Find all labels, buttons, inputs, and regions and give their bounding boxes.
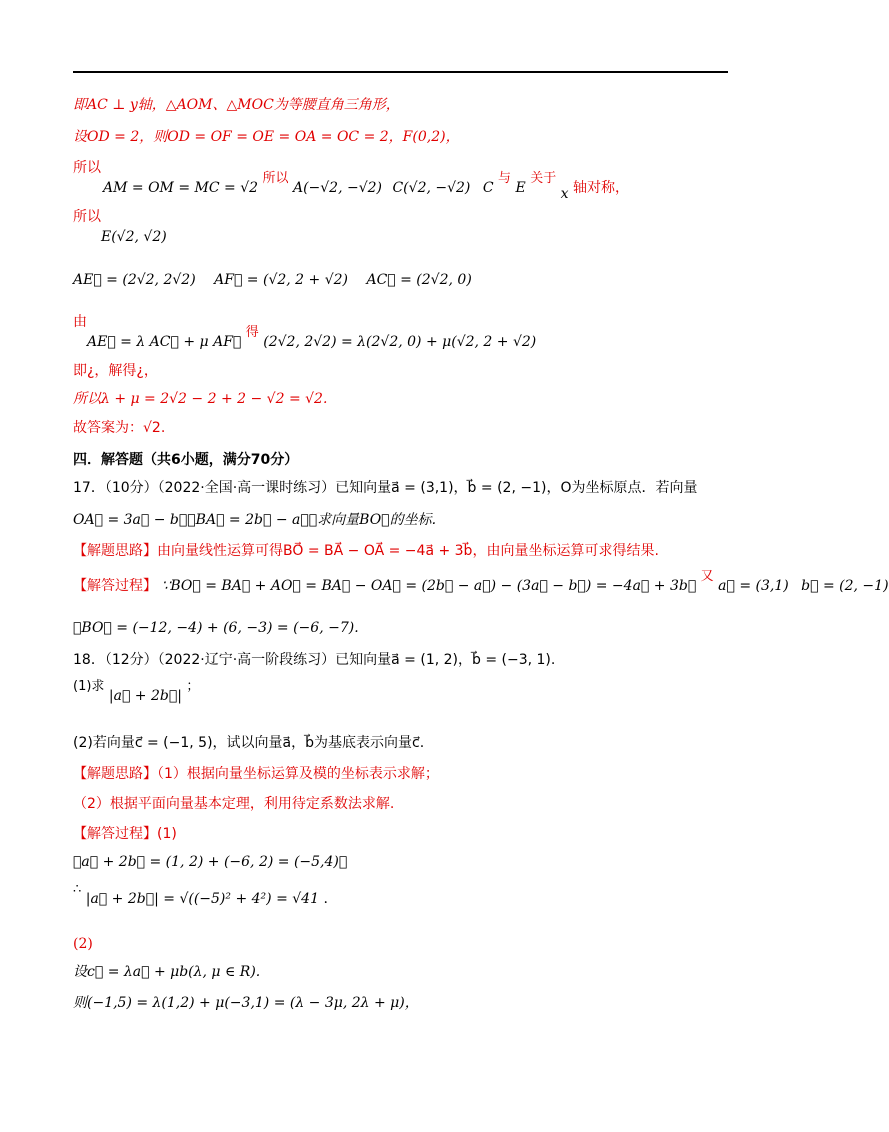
- solution-line-2: [73, 127, 460, 147]
- question-18-hint-2: [73, 794, 394, 814]
- text-span: 18．（12分）（2022·辽宁·高一阶段练习）已知向量a⃗ = (1, 2)，b⃗ = (−3, 1).: [73, 652, 556, 668]
- question-18-step-2: [73, 882, 328, 910]
- text-span: ；: [186, 679, 200, 694]
- solution-line-8: [73, 389, 327, 409]
- math-span: C(√2, −√2): [392, 180, 471, 196]
- question-17-line-2: [73, 510, 436, 530]
- text-span: 轴对称，: [573, 180, 630, 196]
- question-18-hint-1: [73, 764, 439, 784]
- text-span: (2)若向量c⃗ = (−1, 5)，试以向量a⃗，b⃗为基底表示向量c⃗.: [73, 735, 425, 751]
- question-17-hint: [73, 541, 659, 561]
- text-span: (2): [73, 936, 93, 952]
- label-span: 【解答过程】(1): [73, 826, 177, 842]
- solution-line-3: [73, 158, 630, 202]
- question-18-step-4: [73, 993, 419, 1013]
- label-span: 【解答过程】: [73, 578, 157, 594]
- math-span: |a⃗ + 2b⃗| = √((−5)² + 4²) = √41: [85, 891, 319, 907]
- solution-line-6: [73, 312, 536, 353]
- math-span: E: [515, 180, 526, 196]
- math-span: AE⃗ = (2√2, 2√2): [73, 272, 196, 288]
- question-17-process: [73, 569, 889, 597]
- math-span: AF⃗ = (√2, 2 + √2): [214, 272, 348, 288]
- math-span: (2√2, 2√2) = λ(2√2, 0) + μ(√2, 2 + √2): [263, 334, 537, 350]
- section-title: 四．解答题（共6小题，满分70分）: [73, 452, 299, 468]
- text-span: 【解题思路】由向量线性运算可得BO⃗ = BA⃗ − OA⃗ = −4a⃗ + 3b⃗，由向量坐标运算可求得结果.: [73, 543, 659, 559]
- solution-line-1: [73, 95, 400, 115]
- text-span: 又: [700, 569, 714, 584]
- text-span: ∴: [73, 882, 82, 897]
- text-span: 设OD = 2，则OD = OF = OE = OA = OC = 2，F(0,2)，: [73, 129, 460, 145]
- question-18-part-2-label: [73, 934, 93, 954]
- question-18-part-1: [73, 679, 200, 707]
- math-span: E(√2, √2): [101, 229, 167, 245]
- text-span: (1)求: [73, 679, 105, 694]
- math-span: b⃗ = (2, −1): [801, 578, 889, 594]
- math-span: a⃗ = (3,1): [718, 578, 789, 594]
- text-span: 即AC ⊥ y轴，△AOM、△MOC为等腰直角三角形，: [73, 97, 400, 113]
- text-span: 所以: [73, 160, 101, 176]
- question-18-step-1: [73, 852, 347, 872]
- question-17-line-1: [73, 478, 697, 498]
- text-span: 17．（10分）（2022·全国·高一课时练习）已知向量a⃗ = (3,1)，b⃗ = (2, −1)，O为坐标原点．若向量: [73, 480, 698, 496]
- solution-line-4: [73, 207, 167, 247]
- text-span: 由: [73, 314, 87, 330]
- solution-line-9: [73, 418, 165, 438]
- header-rule: [73, 71, 728, 73]
- text-span: 得: [245, 325, 259, 340]
- math-span: ∵BO⃗ = BA⃗ + AO⃗ = BA⃗ − OA⃗ = (2b⃗ − a⃗) − (3a⃗ − b⃗) = −4a⃗ + 3b⃗: [161, 578, 697, 594]
- math-span: AM = OM = MC = √2: [103, 180, 259, 196]
- text-span: 故答案为：√2.: [73, 420, 166, 436]
- question-17-conclusion: [73, 618, 359, 638]
- section-heading: [73, 450, 298, 470]
- math-span: |a⃗ + 2b⃗|: [108, 688, 182, 704]
- text-span: 与: [498, 171, 512, 186]
- text-span: 即¿，解得¿，: [73, 363, 158, 379]
- math-span: x: [560, 186, 569, 202]
- solution-line-7: [73, 361, 158, 381]
- question-18-line-1: [73, 650, 555, 670]
- math-span: 设c⃗ = λa⃗ + μb(λ, μ ∈ R).: [73, 964, 261, 980]
- text-span: OA⃗ = 3a⃗ − b⃗，BA⃗ = 2b⃗ − a⃗，求向量BO⃗的坐标.: [73, 512, 437, 528]
- text-span: .: [323, 891, 328, 907]
- math-span: 则(−1,5) = λ(1,2) + μ(−3,1) = (λ − 3μ, 2λ + μ)，: [73, 995, 419, 1011]
- text-span: 关于: [530, 171, 557, 186]
- question-18-part-2: [73, 733, 424, 753]
- question-18-process-label: [73, 824, 177, 844]
- math-span: ∵a⃗ + 2b⃗ = (1, 2) + (−6, 2) = (−5,4)，: [73, 854, 348, 870]
- math-span: A(−√2, −√2): [292, 180, 383, 196]
- question-18-step-3: [73, 962, 260, 982]
- text-span: （2）根据平面向量基本定理，利用待定系数法求解.: [73, 796, 395, 812]
- math-span: ∴BO⃗ = (−12, −4) + (6, −3) = (−6, −7).: [73, 620, 359, 636]
- text-span: 【解题思路】（1）根据向量坐标运算及模的坐标表示求解；: [73, 766, 439, 782]
- math-span: AC⃗ = (2√2, 0): [366, 272, 472, 288]
- text-span: 所以λ + μ = 2√2 − 2 + 2 − √2 = √2.: [73, 391, 328, 407]
- math-span: C: [482, 180, 494, 196]
- math-span: AE⃗ = λ AC⃗ + μ AF⃗: [87, 334, 242, 350]
- solution-line-5: [73, 270, 472, 290]
- text-span: 所以: [73, 209, 101, 225]
- text-span: 所以: [262, 171, 289, 186]
